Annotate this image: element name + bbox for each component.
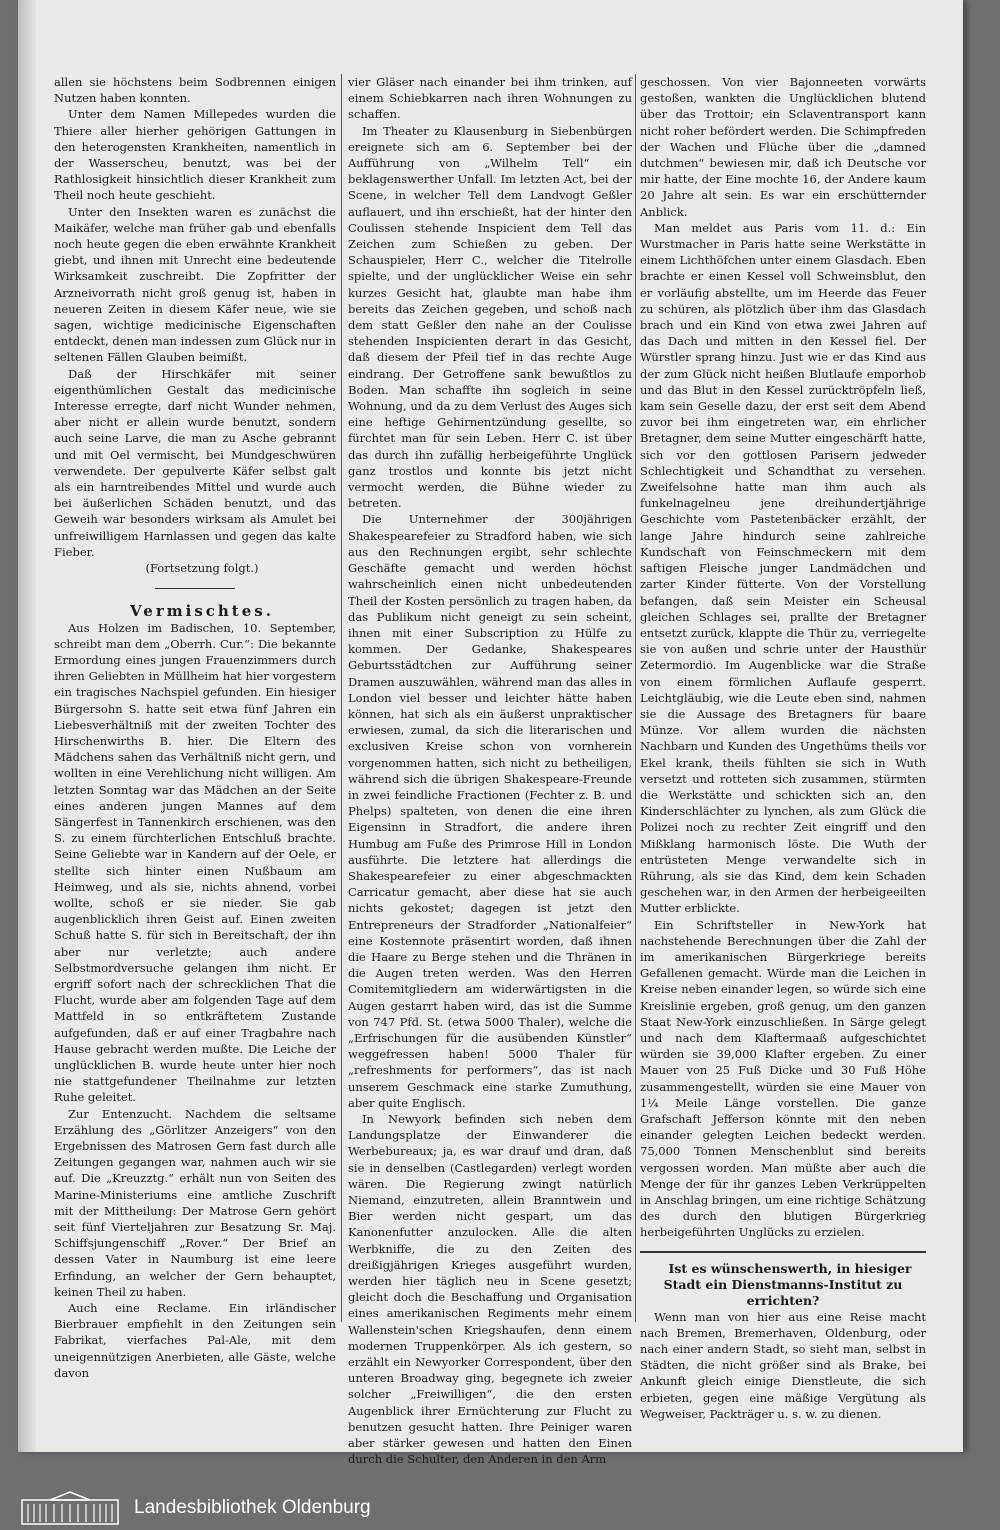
section-rule bbox=[640, 1251, 926, 1253]
paragraph: Die Unternehmer der 300jährigen Shakespearefeier zu Stradford haben, wie sich aus den Rechnungen ergibt, sehr schlechte Geschäfte gemacht und werden höchst wahrscheinlich einen nicht unbedeutenden Theil der Kosten persönlich zu tragen haben, da das Publikum nicht geneigt zu sein scheint, ihnen mit einer Subscription zu Hülfe zu kommen. Der Gedanke, Shakespeares Geburtsstädtchen zur Aufführung seiner Dramen auszuwählen, während man das alles in London viel besser und leichter hätte haben können, hat sich als ein äußerst unpraktischer erwiesen, zumal, da sich die literarischen und exclusiven Kreise schon von vornherein vorgenommen hatten, sich nicht zu betheiligen, während sich die übrigen Shakespeare-Freunde in zwei feindliche Fractionen (Fechter z. B. und Phelps) spalteten, von denen die eine ihren Eigensinn in Stradfort, die andere ihren Humbug am Fuße des Primrose Hill in London ausführte. Die letztere hat allerdings die Shakespearefeier zu einer abgeschmackten Carricatur gemacht, aber diese hat sie auch nichts gekostet; dagegen ist jetzt den Entrepreneurs der Stradforder „Nationalfeier“ eine Kostennote präsentirt worden, daß ihnen die Haare zu Berge stehen und die Thränen in die Augen treten werden. Was den Herren Comitemitgliedern am widerwärtigsten in die Augen gestarrt haben wird, das ist die Summe von 747 Pfd. St. (etwa 5000 Thaler), welche die „Erfrischungen für die ausübenden Künstler“ weggefressen haben! 5000 Thaler für „refreshments for performers“, das ist nach unserem Geschmack eine starke Zumuthung, aber quite Englisch. bbox=[348, 512, 632, 1110]
previous-page-edge bbox=[18, 0, 36, 1452]
paragraph: In Newyork befinden sich neben dem Landungsplatze der Einwanderer die Werbebureaux; ja, es war drauf und dran, daß sie in denselben (Castlegarden) verlegt worden wären. Die Regierung zwingt natürlich Niemand, einzutreten, allein Branntwein und Bier werden nicht gespart, um das Kanonenfutter anzulocken. Alle die alten Werbkniffe, die zu den Zeiten des dreißigjährigen Krieges ausgeführt wurden, werden hier täglich neu in Scene gesetzt; gleicht doch die Beschaffung und Organisation eines amerikanischen Regiments mehr einem Wallenstein'schen Kriegshaufen, denn einem modernen Truppenkörper. Als ich gestern, so erzählt ein Newyorker Correspondent, über den unteren Broadway ging, begegnete ich zweier solcher „Freiwilligen“, die den ersten Augenblick ihrer Ernüchterung zur Flucht zu benutzen gesucht hatten. Ihre Peiniger waren aber stärker gewesen und hatten den Einen durch die Schulter, den Anderen in den Arm bbox=[348, 1112, 632, 1467]
column-divider bbox=[341, 74, 342, 1322]
library-building-icon bbox=[20, 1490, 120, 1526]
newspaper-page bbox=[18, 0, 963, 1467]
paragraph: vier Gläser nach einander bei ihm trinken, auf einem Schiebkarren nach ihren Wohnungen zu schaffen. bbox=[348, 75, 632, 122]
paragraph: allen sie höchstens beim Sodbrennen einigen Nutzen haben konnten. bbox=[54, 75, 336, 106]
column-2 bbox=[348, 74, 632, 1467]
paragraph: Man meldet aus Paris vom 11. d.: Ein Wurstmacher in Paris hatte seine Werkstätte in einem Lichthöfchen unter einem Glasdach. Eben brachte er einen Kessel voll Schweinsblut, den er vorläufig abstellte, um im Heerde das Feuer zu schüren, als plötzlich über ihm das Glasdach brach und ein Kind von etwa zwei Jahren auf das Dach und mitten in den Kessel fiel. Der Würstler sprang hinzu. Just wie er das Kind aus der zum Glück nicht heißen Blutlaufe emporhob und das Blut in den Kessel zurücktröpfeln ließ, kam sein Geselle dazu, der erst seit dem Abend zuvor bei ihm eingetreten war, ein ehrlicher Bretagner, dem seine Mutter eingeschärft hatte, sich vor den gottlosen Parisern jedweder Schlechtigkeit und Schandthat zu versehen. Zweifelsohne hatte man ihm auch als funkelnagelneu jene dreihundertjährige Geschichte vom Pastetenbäcker erzählt, der lange Jahre hindurch seine zahlreiche Kundschaft von Feinschmeckern mit dem saftigen Fleische junger Landmädchen und zarter Kinder fütterte. Von der Vorstellung befangen, daß sein Meister ein Scheusal gleichen Schlages sei, prallte der Bretagner entsetzt zurück, klappte die Thür zu, verriegelte sie von außen und schrie unter der Hausthür Zetermordio. Im Augenblicke war die Straße von einem förmlichen Auflaufe gesperrt. Leichtgläubig, wie die Leute eben sind, nahmen sie die Aussage des Bretagners für baare Münze. Vor allem wurden die nächsten Nachbarn und Kunden des Ungethüms theils vor Ekel krank, theils fühlten sie sich in Wuth versetzt und rotteten sich zusammen, stürmten die Werkstätte und schickten sich an, den Kinderschlächter zu lynchen, als zum Glück die Polizei noch zu rechter Zeit eingriff und den Mißklang harmonisch löste. Die Wuth der entrüsteten Menge verwandelte sich in Rührung, als sie das Kind, dem kein Schaden geschehen war, in den Armen der herbeigeeilten Mutter erblickte. bbox=[640, 220, 926, 916]
column-3 bbox=[640, 74, 926, 1422]
paragraph: Auch eine Reclame. Ein irländischer Bierbrauer empfiehlt in den Zeitungen sein Fabrikat, vierfaches Pal-Ale, mit dem uneigennützigen Anerbieten, alle Gäste, welche davon bbox=[54, 1301, 336, 1380]
section-heading: Vermischtes. bbox=[130, 602, 274, 621]
paragraph: Wenn man von hier aus eine Reise macht nach Bremen, Bremerhaven, Oldenburg, oder nach einer andern Stadt, so sieht man, selbst in Städten, die nicht größer sind als Brake, bei Ankunft gleich einige Dienstleute, die sich erbieten, gegen eine mäßige Vergütung als Wegweiser, Packträger u. s. w. zu dienen. bbox=[640, 1309, 926, 1421]
paragraph: Zur Entenzucht. Nachdem die seltsame Erzählung des „Görlitzer Anzeigers“ von den Ergebnissen des Matrosen Gern fast durch alle Zeitungen gegangen war, nahmen auch wir sie auf. Die „Kreuzztg.“ erhält nun von Seiten des Marine-Ministeriums eine amtliche Zuschrift mit der Mittheilung: Der Matrose Gern gehört seit fünf Vierteljahren zur Besatzung Sr. Maj. Schiffsjungenschiff „Rover.“ Der Brief an dessen Vater in Naumburg ist eine leere Erfindung, an welcher der Gern behauptet, keinen Theil zu haben. bbox=[54, 1106, 336, 1299]
continued-note: (Fortsetzung folgt.) bbox=[145, 561, 259, 576]
library-name: Landesbibliothek Oldenburg bbox=[134, 1497, 371, 1518]
paragraph: Aus Holzen im Badischen, 10. September, schreibt man dem „Oberrh. Cur.“: Die bekannte Ermordung eines jungen Frauenzimmers durch ihren Geliebten in Müllheim hat hier vorgestern ein tragisches Nachspiel gefunden. Ein hiesiger Bürgersohn S. hatte seit etwa fünf Jahren ein Liebesverhältniß mit der zweiten Tochter des Hirschenwirths B. hier. Die Eltern des Mädchens sahen das Verhältniß nicht gern, und wollten in eine Verehlichung nicht willigen. Am letzten Sonntag war das Mädchen an der Seite eines anderen jungen Mannes auf dem Sängerfest in Tannenkirch erschienen, was den S. zu einem fürchterlichen Entschluß brachte. Seine Geliebte war in Kandern auf der Oele, er stellte sich hinter einen Nußbaum am Heimweg, und als sie, nichts ahnend, vorbei wollte, schoß er sie nieder. Sie gab augenblicklich ihren Geist auf. Einen zweiten Schuß hatte S. für sich in Bereitschaft, der ihn aber nur verletzte; auch andere Selbstmordversuche gelangen ihm nicht. Er ergriff sofort nach der schrecklichen That die Flucht, wurde aber am folgenden Tage auf dem Mattfeld in so entkräftetem Zustande aufgefunden, daß er auf einer Tragbahre nach Hause gebracht werden mußte. Die Leiche der unglücklichen B. wurde heute unter hier noch nie stattgefundener Theilnahme zur letzten Ruhe geleitet. bbox=[54, 620, 336, 1105]
paragraph: Unter den Insekten waren es zunächst die Maikäfer, welche man früher gab und ebenfalls noch heute gegen die eben erwähnte Krankheit giebt, und ihnen mit Unrecht eine bedeutende Wirksamkeit zuschreibt. Die Zopfritter der Arzneivorrath nicht groß genug ist, haben in neueren Zeiten in diesem Käfer neue, wie sie sagen, wichtige medicinische Eigenschaften entdeckt, denen man indessen zum Glück nur in seltenen Fällen Glauben beimißt. bbox=[54, 204, 336, 365]
paragraph: Ein Schriftsteller in New-York hat nachstehende Berechnungen über die Zahl der im amerikanischen Bürgerkriege bereits Gefallenen gemacht. Würde man die Leichen in Kreise neben einander legen, so würde sich eine Kreislinie ergeben, groß genug, um den ganzen Staat New-York einzuschließen. In Särge gelegt und nach dem Klaftermaaß aufgeschichtet würden sie 39,000 Klafter ergeben. Zu einer Mauer von 25 Fuß Dicke und 30 Fuß Höhe zusammengestellt, würden sie eine Mauer von 1¼ Meile Länge vorstellen. Die ganze Grafschaft Jefferson könnte mit den neben einander gelegten Leichen bedeckt werden. 75,000 Tonnen Menschenblut sind bereits vergossen worden. Man müßte aber auch die Menge der für ihr ganzes Leben Verkrüppelten in Anschlag bringen, um eine richtige Schätzung des durch den blutigen Bürgerkrieg herbeigeführten Unglücks zu erzielen. bbox=[640, 917, 926, 1240]
separator-rule bbox=[155, 588, 235, 589]
paragraph: Daß der Hirschkäfer mit seiner eigenthümlichen Gestalt das medicinische Interesse erregte, darf nicht Wunder nehmen, aber nicht er allein wurde benutzt, sondern auch seine Larve, die man zu Asche gebrannt und mit Oel vermischt, bei Mundgeschwüren verwendete. Der gepulverte Käfer selbst galt als ein harntreibendes Mittel und wurde auch bei äußerlichen Schäden benutzt, und das Geweih war besonders wirksam als Amulet bei unfreiwilligem Harnlassen und gegen das kalte Fieber. bbox=[54, 366, 336, 559]
column-divider bbox=[635, 74, 636, 1322]
paragraph: Im Theater zu Klausenburg in Siebenbürgen ereignete sich am 6. September bei der Aufführung von „Wilhelm Tell“ ein beklagenswerther Unfall. Im letzten Act, bei der Scene, in welcher Tell dem Landvogt Geßler auflauert, und ihn erschießt, hat der hinter den Coulissen stehende Inspicient dem Tell das Zeichen zum Schießen zu geben. Der Schauspieler, Herr C., welcher die Titelrolle spielte, und der unglücklicher Weise ein sehr kurzes Gesicht hat, glaubte man habe ihm bereits das Zeichen gegeben, und schoß nach dem statt Geßler den nahe an der Coulisse stehenden Inspicienten derart in das Gesicht, daß diesem der Pfeil tief in das rechte Auge eindrang. Der Getroffene sank bewußtlos zu Boden. Man schaffte ihn sogleich in seine Wohnung, und da zu dem Verlust des Auges sich eine heftige Gehirnentzündung gesellte, so fürchtet man für sein Leben. Herr C. ist über das durch ihn zufällig herbeigeführte Unglück ganz trostlos und konnte bis jetzt nicht vermocht werden, die Bühne wieder zu betreten. bbox=[348, 123, 632, 511]
section-title: Ist es wünschenswerth, in hiesiger Stadt ein Dienstmanns-Institut zu errichten? bbox=[663, 1260, 912, 1308]
paragraph: geschossen. Von vier Bajonneeten vorwärts gestoßen, wankten die Unglücklichen blutend über das Trottoir; ein Sclaventransport kann nicht roher befördert werden. Die Schimpfreden der Wachen und Flüche über die „damned dutchmen“ bewiesen mir, daß ich Deutsche vor mir hatte, der Eine mochte 16, der Andere kaum 20 Jahre alt sein. Es war ein erschütternder Anblick. bbox=[640, 75, 926, 219]
footer-bar bbox=[0, 1478, 1000, 1530]
column-1 bbox=[54, 74, 336, 1381]
paragraph: Unter dem Namen Millepedes wurden die Thiere aller hierher gehörigen Gattungen in den heterogensten Krankheiten, namentlich in der Wasserscheu, benutzt, was bei der Rathlosigkeit hinsichtlich dieser Krankheit zum Theil noch heute geschieht. bbox=[54, 107, 336, 203]
